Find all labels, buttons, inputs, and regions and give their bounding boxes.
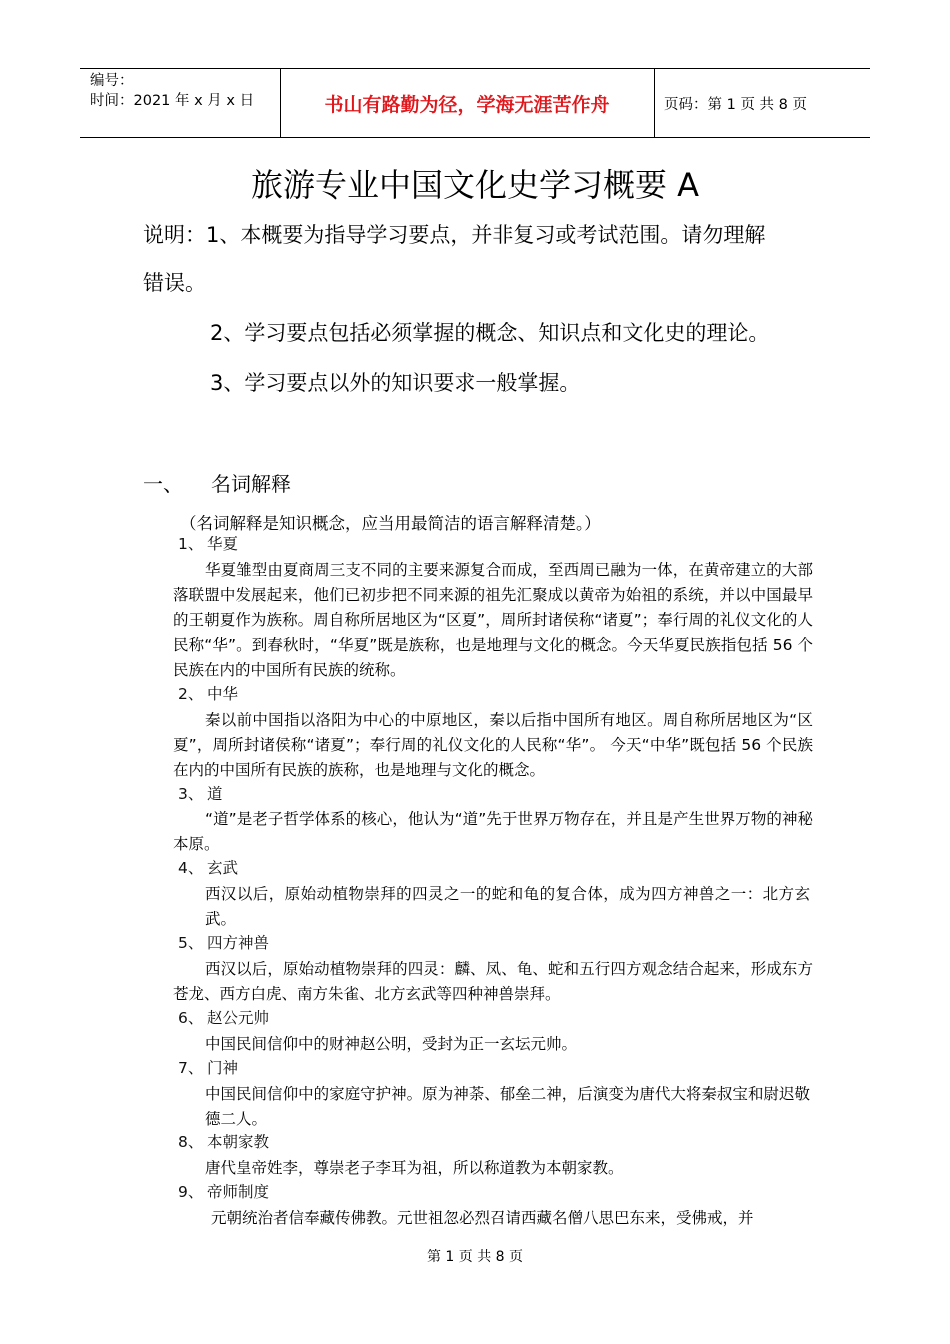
term-number: 4、 [178, 859, 204, 877]
term-definition: 西汉以后，原始动植物崇拜的四灵：麟、凤、龟、蛇和五行四方观念结合起来，形成东方苍龙、西方白虎、南方朱雀、北方玄武等四种神兽崇拜。 [173, 960, 813, 1003]
term-definition: 中国民间信仰中的家庭守护神。原为神荼、郁垒二神，后演变为唐代大将秦叔宝和尉迟敬德二人。 [205, 1085, 810, 1128]
header-page-info: 页码：第 1 页 共 8 页 [664, 97, 807, 113]
page-header [80, 68, 870, 138]
term-definition: 西汉以后，原始动植物崇拜的四灵之一的蛇和龟的复合体，成为四方神兽之一：北方玄武。 [205, 885, 810, 928]
term-name: 门神 [207, 1059, 239, 1077]
term-number: 8、 [178, 1133, 204, 1151]
section-note: （名词解释是知识概念，应当用最简洁的语言解释清楚。） [180, 514, 601, 533]
header-number: 编号： [90, 73, 134, 89]
document-title: 旅游专业中国文化史学习概要 A [250, 166, 700, 204]
term-definition: 华夏雏型由夏商周三支不同的主要来源复合而成，至西周已融为一体，在黄帝建立的大部落联盟中发展起来，他们已初步把不同来源的祖先汇聚成以黄帝为始祖的系统，并以中国最早的王朝夏作为族称。周自称所居地区为“区夏”，周所封诸侯称“诸夏”；奉行周的礼仪文化的人民称“华”。到春秋时，“华夏”既是族称，也是地理与文化的概念。今天华夏民族指包括 56 个民族在内的中国所有民族的统称。 [173, 561, 813, 679]
term-number: 1、 [178, 535, 204, 553]
term-number: 2、 [178, 685, 204, 703]
term-definition: “道”是老子哲学体系的核心，他认为“道”先于世界万物存在，并且是产生世界万物的神秘本原。 [173, 810, 813, 853]
term-number: 6、 [178, 1009, 204, 1027]
term-number: 7、 [178, 1059, 204, 1077]
term-name: 玄武 [207, 859, 239, 877]
term-heading [178, 533, 238, 555]
term-number: 5、 [178, 934, 204, 952]
term-definition: 元朝统治者信奉藏传佛教。元世祖忽必烈召请西藏名僧八思巴东来，受佛戒，并 [211, 1209, 754, 1227]
term-number: 9、 [178, 1183, 204, 1201]
term-name: 四方神兽 [207, 934, 270, 952]
term-heading [178, 1007, 269, 1029]
term-definition: 秦以前中国指以洛阳为中心的中原地区，秦以后指中国所有地区。周自称所居地区为“区夏”，周所封诸侯称“诸夏”；奉行周的礼仪文化的人民称“华”。 今天“中华”既包括 56 个民族在内的中国所有民族的族称，也是地理与文化的概念。 [173, 711, 813, 779]
term-heading [178, 857, 238, 879]
section-heading [143, 470, 291, 498]
header-divider [654, 69, 655, 137]
section-title: 名词解释 [211, 472, 291, 496]
term-name: 道 [207, 785, 223, 803]
intro-line-4: 3、学习要点以外的知识要求一般掌握。 [210, 371, 581, 395]
term-number: 3、 [178, 785, 204, 803]
header-meta [90, 71, 254, 111]
term-name: 本朝家教 [207, 1133, 270, 1151]
header-motto: 书山有路勤为径，学海无涯苦作舟 [324, 93, 610, 116]
term-definition: 中国民间信仰中的财神赵公明，受封为正一玄坛元帅。 [205, 1035, 578, 1053]
intro-line-2: 错误。 [143, 271, 206, 295]
term-heading [178, 1131, 269, 1153]
term-name: 赵公元帅 [207, 1009, 270, 1027]
term-definition: 唐代皇帝姓李，尊崇老子李耳为祖，所以称道教为本朝家教。 [205, 1159, 624, 1177]
page-footer: 第 1 页 共 8 页 [426, 1249, 524, 1265]
term-heading [178, 1181, 269, 1203]
term-name: 华夏 [207, 535, 239, 553]
term-heading [178, 1057, 238, 1079]
section-number: 一、 [143, 472, 183, 496]
term-name: 中华 [207, 685, 239, 703]
intro-line-1: 说明：1、本概要为指导学习要点，并非复习或考试范围。请勿理解 [143, 223, 766, 247]
term-heading [178, 683, 238, 705]
term-name: 帝师制度 [207, 1183, 270, 1201]
term-heading [178, 783, 223, 805]
term-heading [178, 932, 269, 954]
intro-line-3: 2、学习要点包括必须掌握的概念、知识点和文化史的理论。 [210, 321, 770, 345]
header-time: 时间：2021 年 x 月 x 日 [90, 93, 255, 109]
